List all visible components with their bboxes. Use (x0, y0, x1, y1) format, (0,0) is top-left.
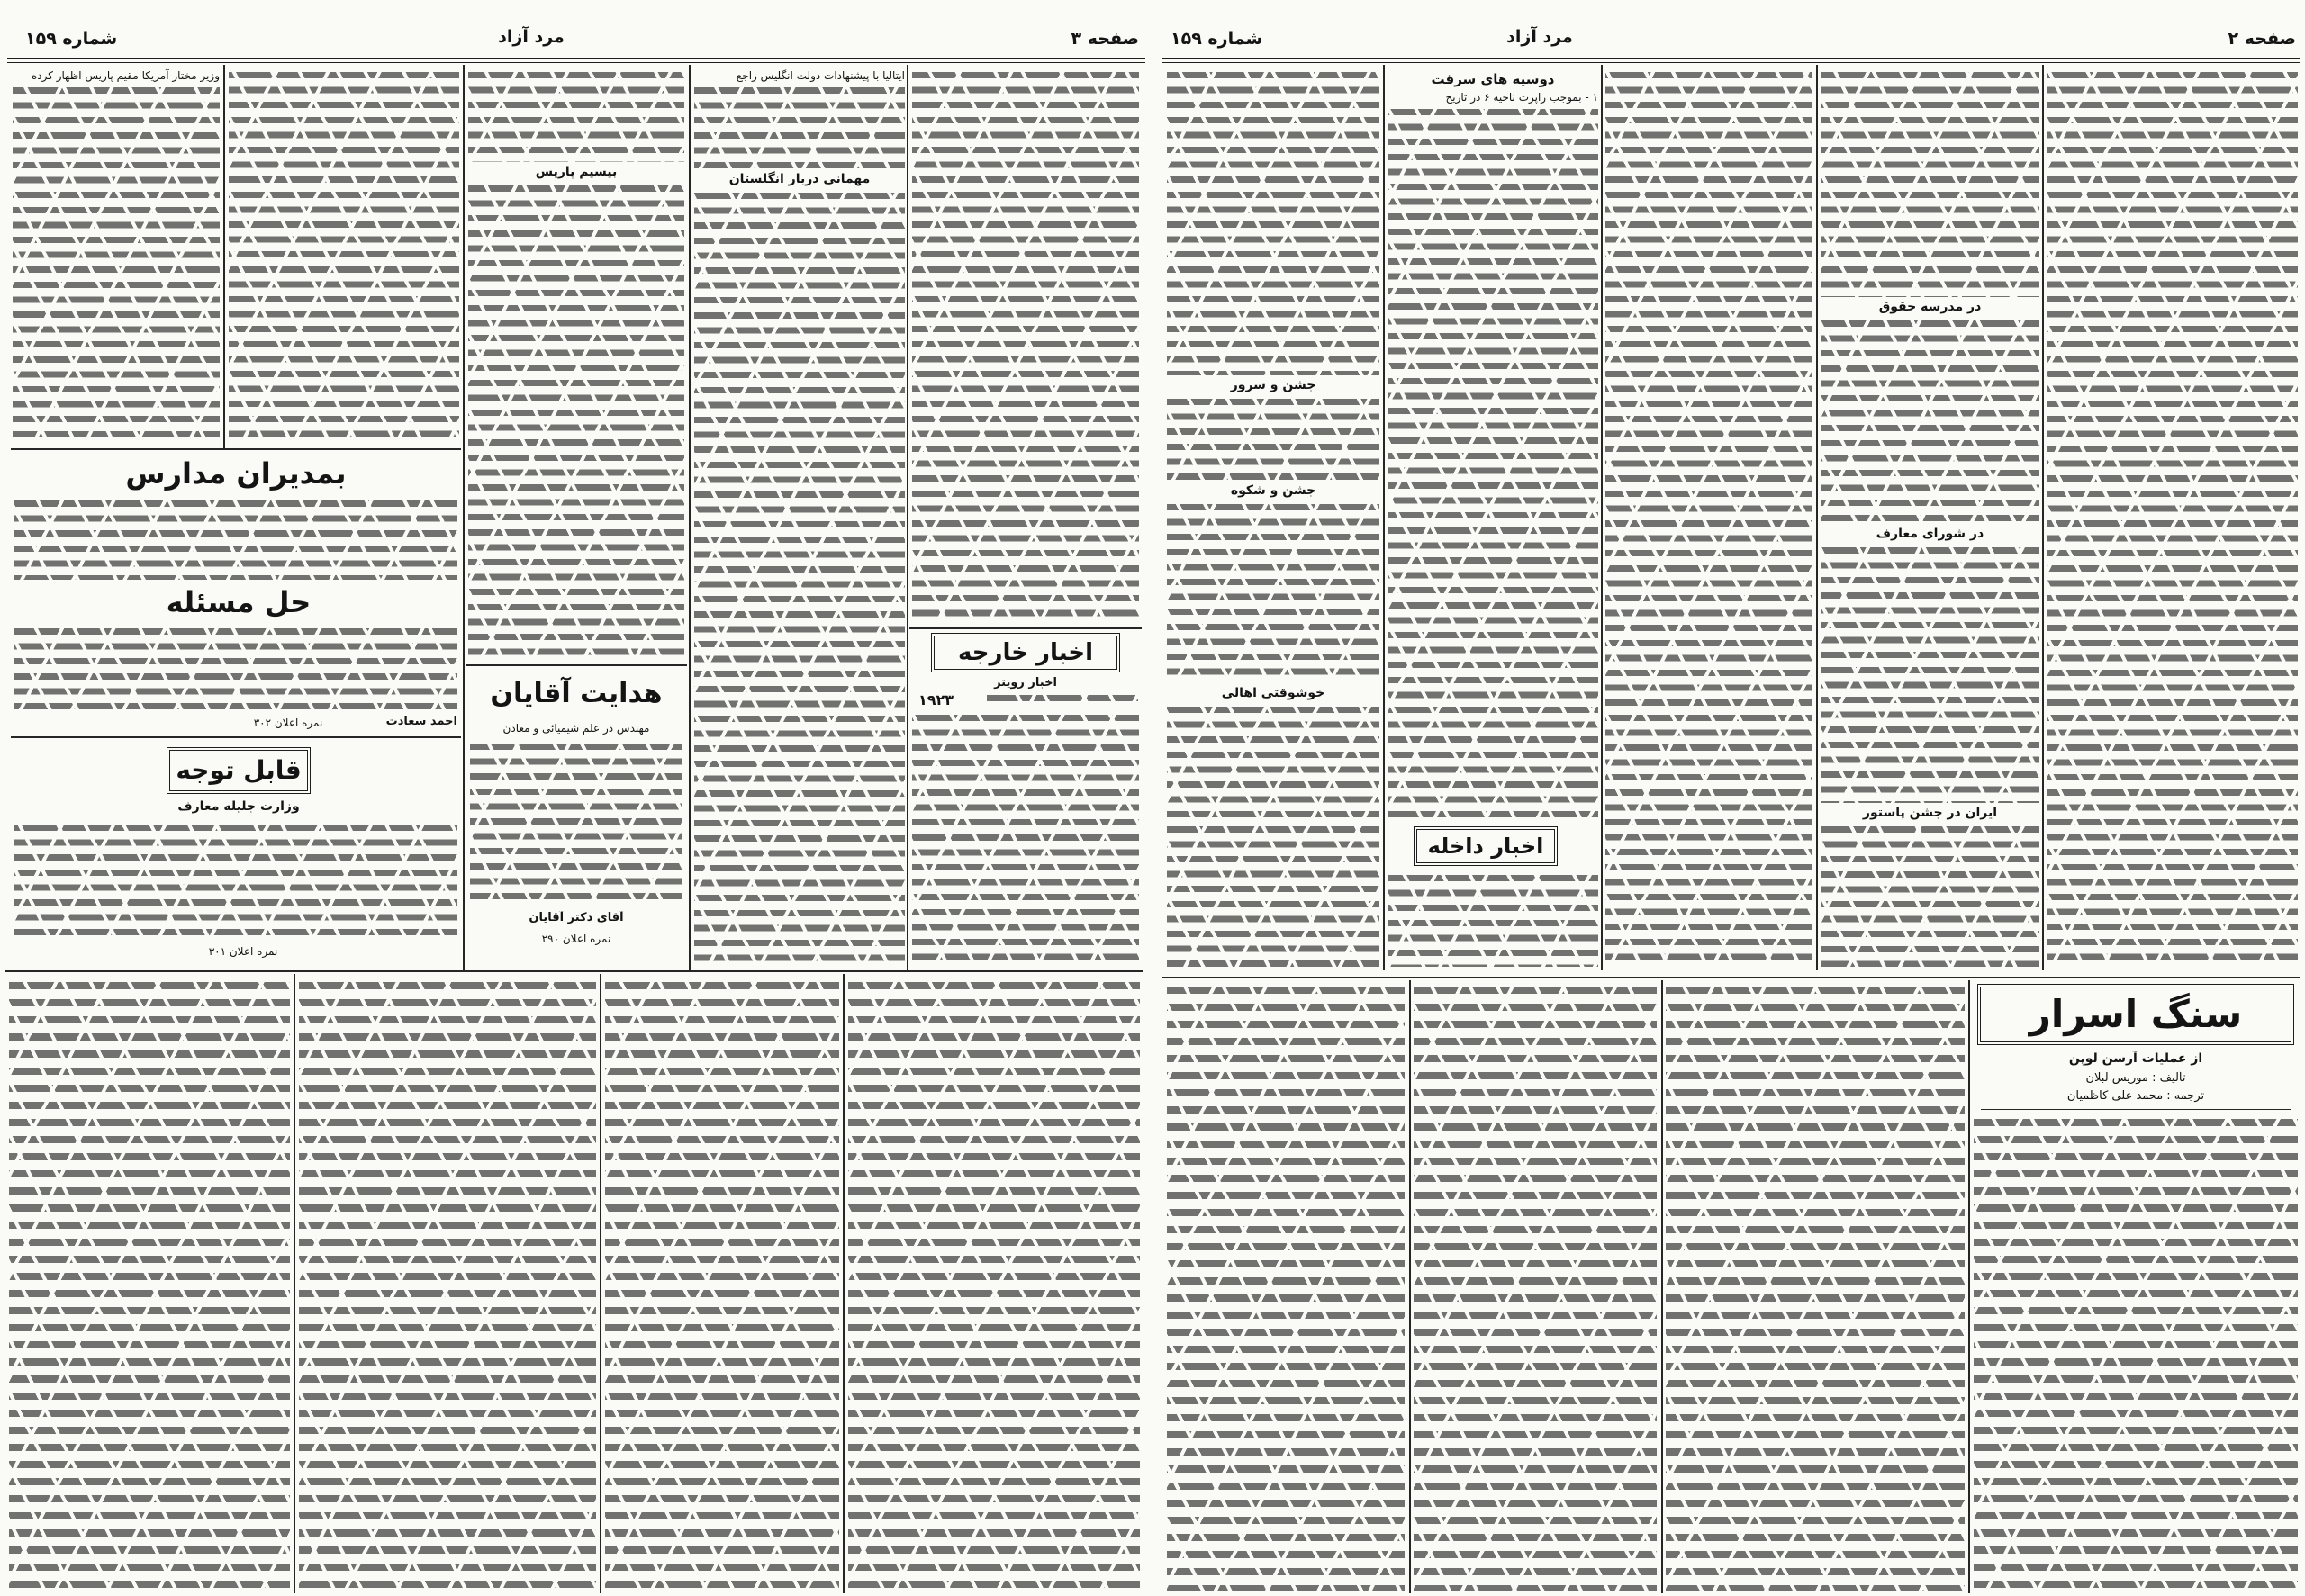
serial-author: تألیف : موریس لبلان (2085, 1071, 2186, 1085)
text-block (1605, 68, 1812, 967)
column-rule (689, 65, 691, 970)
page-fold-rule (5, 970, 1143, 972)
serial-translator: ترجمه : محمد علی کاظمیان (2066, 1089, 2205, 1103)
column-rule (223, 65, 225, 448)
column-rule (1409, 980, 1411, 1593)
column-rule (843, 974, 845, 1593)
text-block (468, 68, 684, 162)
column-rule (1816, 65, 1818, 970)
ad-notice-subtitle: وزارت جلیله معارف (177, 799, 300, 814)
ad-number: نمره اعلان ۳۰۲ (253, 717, 323, 729)
column-rule (463, 65, 465, 970)
text-block (694, 189, 905, 967)
text-block (1821, 823, 2039, 967)
column-2 (1388, 68, 1598, 823)
text-block (1388, 871, 1598, 967)
foreign-news-year: ۱۹۲۳ (918, 691, 954, 708)
text-block (470, 740, 682, 907)
column-rule (1661, 980, 1663, 1593)
column-lead-line: وزیر مختار آمریکا مقیم پاریس اظهار کرده (31, 69, 220, 82)
column-rule (1383, 65, 1385, 970)
serial-text-block (1974, 1114, 2298, 1591)
issue-number: شماره ۱۵۹ (1171, 29, 1263, 49)
column-rule (294, 974, 295, 1593)
header-rule (1162, 58, 2300, 63)
page-number: صفحه ۳ (1071, 29, 1139, 49)
column-2 (229, 68, 459, 445)
serial-text-block (299, 978, 596, 1591)
ad-engineer-title: هدایت آقایان (490, 678, 663, 709)
section-rule (11, 736, 461, 738)
ad-engineer-lead: مهندس در علم شیمیائی و معادن (502, 722, 650, 735)
page-fold-rule (1162, 977, 2300, 978)
header-rule (7, 58, 1145, 63)
column-4 (1821, 68, 2039, 967)
text-block (1821, 68, 2039, 297)
column-rule (1601, 65, 1603, 970)
text-block (468, 182, 684, 663)
ad-notice-title: قابل توجه (167, 747, 311, 794)
column-subhead: بیسیم پاریس (535, 165, 618, 179)
column-subhead: مهمانی دربار انگلستان (728, 171, 871, 186)
foreign-news-title: اخبار خارجه (931, 633, 1120, 672)
text-block (1167, 500, 1379, 683)
text-block (1388, 105, 1598, 823)
column-5 (2047, 68, 2298, 967)
column-subhead: جشن و شکوه (1230, 483, 1316, 498)
ad-number: نمره اعلان ۲۹۰ (541, 933, 611, 945)
issue-number: شماره ۱۵۹ (25, 29, 118, 49)
column-rule (2042, 65, 2044, 970)
newspaper-name: مرد آزاد (1506, 27, 1573, 47)
serial-text-block (605, 978, 839, 1591)
serial-text-block (1167, 982, 1405, 1591)
serial-text-block (9, 978, 290, 1591)
section-rule (1981, 1109, 2291, 1110)
text-block (13, 84, 220, 445)
column-3 (1605, 68, 1812, 967)
column-subhead: در مدرسه حقوق (1878, 300, 1982, 314)
column-rule (907, 65, 908, 970)
serial-text-block (1666, 982, 1965, 1591)
ad-signature: احمد سعادت (385, 715, 457, 728)
text-block (912, 68, 1139, 625)
column-1 (13, 68, 220, 445)
ad-schools-title: بمدیران مدارس (125, 456, 347, 491)
column-subhead: خوشوقتی اهالی (1221, 686, 1325, 700)
text-block (1167, 68, 1379, 375)
section-rule (466, 664, 687, 666)
text-block (229, 68, 459, 445)
newspaper-name: مرد آزاد (498, 27, 565, 47)
column-rule (600, 974, 601, 1593)
text-block (912, 711, 1139, 967)
text-block (1821, 544, 2039, 803)
column-lead-line: ۱ - بموجب راپرت ناحیه ۶ در تاریخ (1445, 91, 1598, 104)
column-subhead: ایران در جشن پاستور (1862, 806, 1998, 820)
ad-number: نمره اعلان ۳۰۱ (208, 945, 278, 958)
text-block (987, 691, 1138, 707)
theft-files-title: دوسیه های سرقت (1431, 71, 1555, 87)
column-3 (468, 68, 684, 663)
serial-text-block (1414, 982, 1657, 1591)
text-block (1167, 395, 1379, 481)
text-block (14, 625, 457, 711)
column-rule (1968, 980, 1970, 1593)
column-1 (1167, 68, 1379, 967)
column-4 (694, 68, 905, 967)
section-rule (909, 627, 1142, 629)
text-block (2047, 68, 2298, 967)
serial-text-block (848, 978, 1140, 1591)
column-5 (912, 68, 1139, 625)
serial-title: سنگ اسرار (1977, 984, 2294, 1045)
domestic-news-title: اخبار داخله (1414, 826, 1558, 866)
text-block (14, 821, 457, 940)
text-block (1821, 317, 2039, 524)
text-block (14, 497, 457, 580)
text-block (1167, 703, 1379, 967)
column-subhead: جشن و سرور (1230, 378, 1316, 392)
text-block (694, 84, 905, 169)
column-subhead: در شورای معارف (1876, 527, 1984, 541)
foreign-news-source: اخبار رویتر (994, 676, 1057, 690)
serial-series: از عملیات آرسن لوپن (2068, 1051, 2203, 1066)
page-number: صفحه ۲ (2228, 29, 2296, 49)
ad-engineer-name: آقای دکتر آقایان (529, 911, 624, 924)
column-lead-line: ایتالیا با پیشنهادات دولت انگلیس راجع (736, 69, 905, 82)
section-rule (11, 448, 461, 450)
ad-schools-headline: حل مسئله (166, 585, 312, 619)
